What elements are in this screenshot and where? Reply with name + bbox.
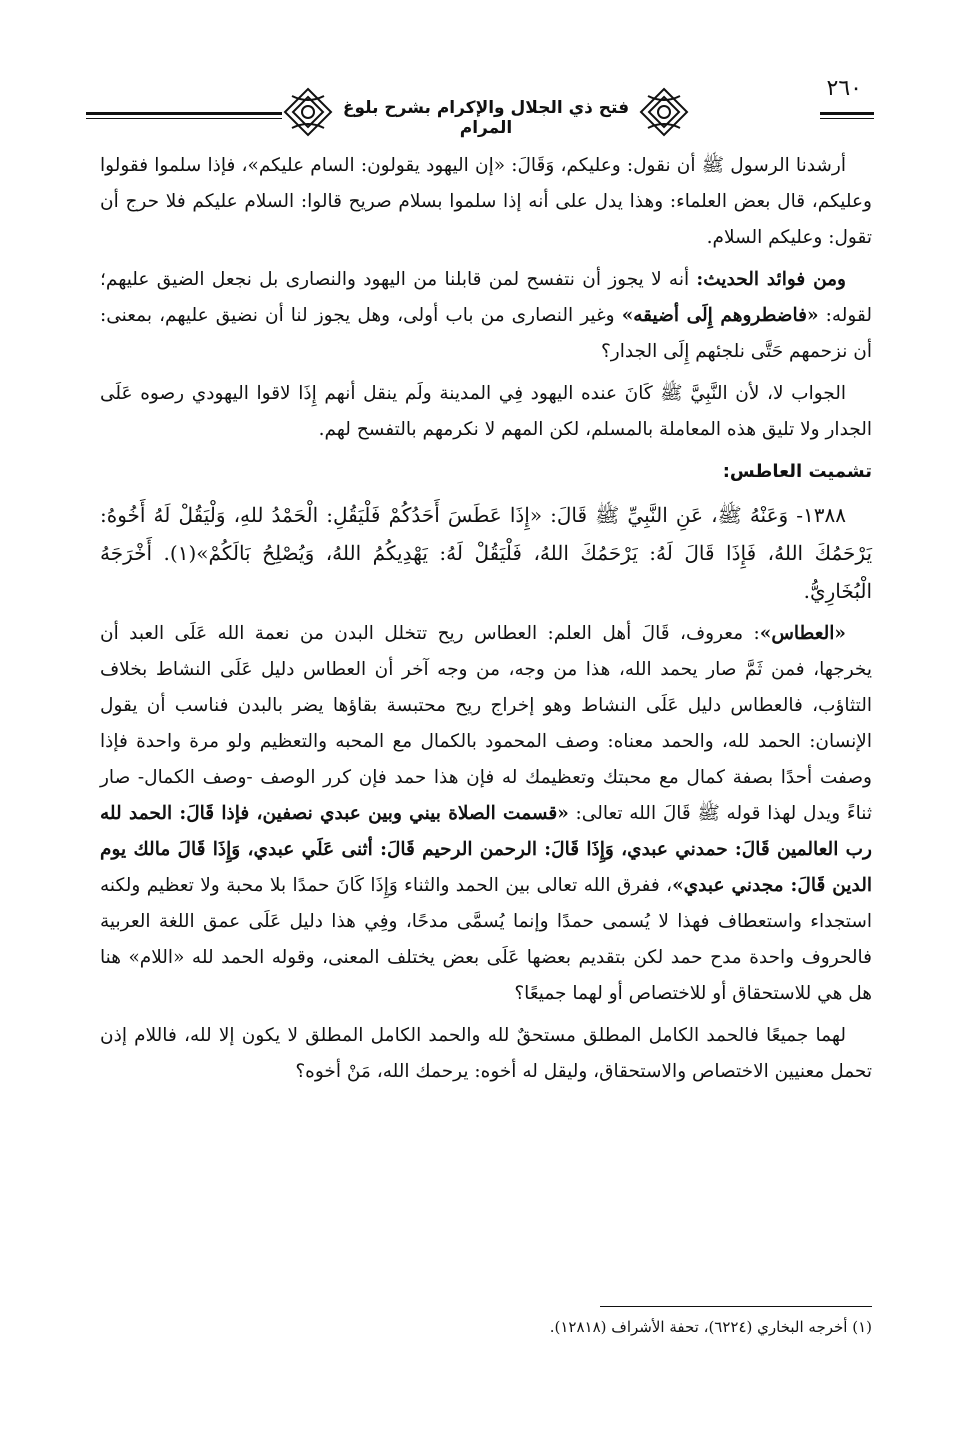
footnote: (١) أخرجه البخاري (٦٢٢٤)، تحفة الأشراف (١٢٨١٨). (549, 1318, 872, 1336)
page-number: ٢٦٠ (826, 76, 862, 101)
header-rule (86, 112, 282, 115)
paragraph: لهما جميعًا فالحمد الكامل المطلق مستحقٌ لله والحمد الكامل المطلق لا يكون إلا لله، فاللام إذن تحمل معنيين الاختصاص والاستحقاق، وليقل له أخوه: يرحمك الله، مَنْ أخوه؟ (100, 1025, 872, 1082)
header-rule (820, 118, 874, 119)
book-title: فتح ذي الجلال والإكرام بشرح بلوغ المرام (342, 98, 630, 138)
lead-phrase: ومن فوائد الحديث: (696, 269, 846, 290)
paragraph-text: : معروف، قَالَ أهل العلم: العطاس ريح تتخلل البدن من نعمة الله عَلَى العبد أن يخرجها، فمن ثَمَّ صار يحمد الله، هذا من وجه، من وجه آخر أن العطاس دليل عَلَى النشاط بخلاف التثاؤب، فالعطاس دليل عَلَى النشاط وهو إخراج ريح محتبسة بقاؤها يضر بالبدن فناسب أن يقول الإنسان: الحمد لله، والحمد معناه: وصف المحمود بالكمال مع المحبه والتعظيم ولو مرة واحدة فإذا وصفت أحدًا بصفة كمال مع محبتك وتعظيمك له فإن هذا حمد فإن كرر الوصف -وصف الكمال- صار ثناءً ويدل لهذا قوله ﷺ قَالَ الله تعالى: (100, 623, 872, 824)
ornament-icon (282, 86, 334, 138)
paragraph-text: أنه لا يجوز أن نتفسح لمن قابلنا من اليهود والنصارى بل نجعل الضيق عليهم؛ لقوله: (100, 269, 872, 326)
footnote-divider (600, 1306, 872, 1307)
main-text (100, 148, 872, 1096)
ornament-icon (638, 86, 690, 138)
lead-phrase: «العطاس» (759, 623, 846, 644)
paragraph (100, 616, 872, 1012)
hadith-text: ١٣٨٨- وَعَنْهُ ﷺ، عَنِ النَّبِيِّ ﷺ قَالَ: «إِذَا عَطَسَ أَحَدُكُمْ فَلْيَقُلِ: الْحَمْدُ للهِ، وَلْيَقُلْ لَهُ أَخُوهُ: يَرْحَمُكَ اللهُ، فَإِذَا قَالَ لَهُ: يَرْحَمُكَ اللهُ، فَلْيَقُلْ لَهُ: يَهْدِيكُمُ اللهُ، وَيُصْلِحُ بَالَكُمْ»(١). أَخْرَجَهُ الْبُخَارِيُّ. (100, 503, 873, 603)
quoted-text: «قسمت الصلاة بيني وبين عبدي نصفين، فإذا قَالَ: الحمد لله رب العالمين قَالَ: حمدني عبدي، وَإِذَا قَالَ: الرحمن الرحيم قَالَ: أثنى عَلَي عبدي، وَإِذَا قَالَ مالك يوم الدين قَالَ: مجدني عبدي» (100, 803, 872, 896)
paragraph (100, 262, 872, 370)
page-header (86, 76, 892, 142)
header-rule (86, 118, 282, 119)
paragraph-text: ، ففرق الله تعالى بين الحمد والثناء وَإِذَا كَانَ حمدًا بلا محبة ولا تعظيم ولكنه استجداء واستعطاف فهذا لا يُسمى حمدًا وإنما يُسمَّى مدحًا، وفِي هذا دليل عَلَى عمق اللغة العربية فالحروف واحدة مدح حمد لكن بتقديم بعضها عَلَى بعض يختلف المعنى، وقوله الحمد لله «اللام» هنا هل هي للاستحقاق أو للاختصاص أو لهما جميعًا؟ (100, 875, 872, 1004)
paragraph: أرشدنا الرسول ﷺ أن نقول: وعليكم، وَقَالَ: «إن اليهود يقولون: السام عليكم»، فإذا سلموا فقولوا وعليكم، قال بعض العلماء: وهذا يدل على أنه إذا سلموا بسلام صريح قالوا: السلام عليكم فلا حرج أن تقول: وعليكم السلام. (100, 155, 872, 248)
header-rule (820, 112, 874, 115)
paragraph: الجواب لا، لأن النَّبِيَّ ﷺ كَانَ عنده اليهود فِي المدينة ولَم ينقل أنهم إِذَا لاقوا اليهودي رصوه عَلَى الجدار ولا تليق هذه المعاملة بالمسلم، لكن المهم لا نكرمهم بالتفسح لهم. (100, 383, 872, 440)
quoted-text: «فاضطروهم إِلَى أضيقه» (621, 305, 819, 326)
paragraph-text: وغير النصارى من باب أولى، وهل يجوز لنا أن نضيق عليهم، بمعنى: أن نزحمهم حَتَّى نلجئهم إِلَى الجدار؟ (100, 305, 872, 362)
section-heading: تشميت العاطس: (722, 461, 872, 482)
